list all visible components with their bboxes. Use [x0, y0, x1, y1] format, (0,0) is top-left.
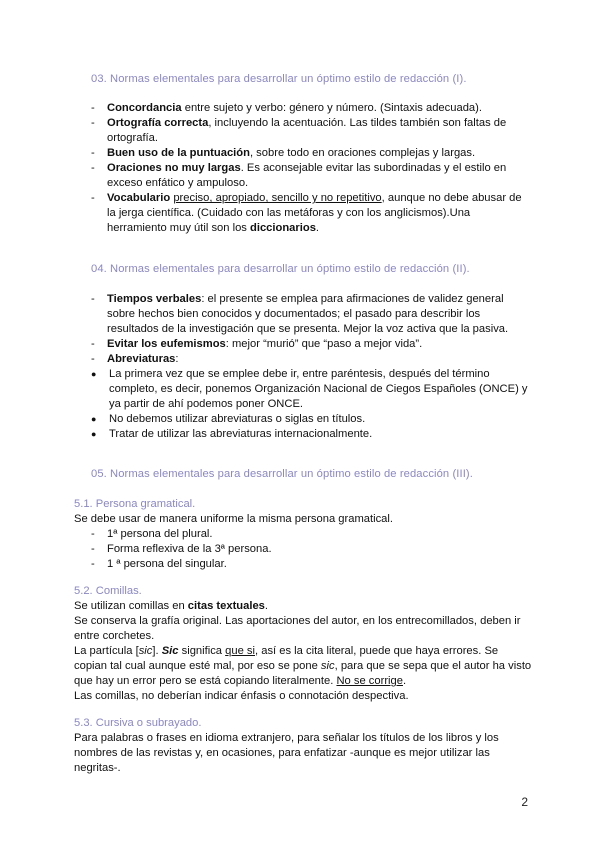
page-number: 2 — [521, 795, 528, 809]
list-item: - Buen uso de la puntuación, sobre todo en oraciones complejas y largas. — [91, 147, 476, 159]
bullet-item: ● La primera vez que se emplee debe ir, entre paréntesis, después del término completo, es decir, ponemos Organización Nacional de Ciegos Españoles (ONCE) y ya partir de ahí podemos poner ONCE. — [91, 368, 528, 410]
paragraph: La partícula [sic]. Sic significa que si, así es la cita literal, puede que haya errores. Se copian tal cual aunque esté mal, por eso se pone sic, para que se sepa que el autor ha visto que hay un error pero se está copiando literalmente. No se corrige. — [74, 645, 532, 687]
subsection-5-1-text: Se debe usar de manera uniforme la misma persona gramatical. — [74, 513, 394, 525]
subsection-5-3-text: Para palabras o frases en idioma extranjero, para señalar los títulos de los libros y los nombres de las revistas y, en ocasiones, para enfatizar -aunque es mejor utilizar las negritas-. — [74, 732, 499, 774]
bullet-item: ● Tratar de utilizar las abreviaturas internacionalmente. — [91, 428, 373, 440]
list-item: - 1ª persona del plural. — [91, 528, 213, 540]
list-item: - Evitar los eufemismos: mejor “murió” que “paso a mejor vida”. — [91, 338, 423, 350]
section-4-list — [91, 292, 531, 442]
list-item: - 1 ª persona del singular. — [91, 558, 227, 570]
list-item: - Oraciones no muy largas. Es aconsejable evitar las subordinadas y el estilo en exceso enfático y ampuloso. — [91, 162, 507, 189]
section-5-heading: 05. Normas elementales para desarrollar un óptimo estilo de redacción (III). — [91, 468, 473, 480]
list-item-vocabulario: - Vocabulario preciso, apropiado, sencillo y no repetitivo, aunque no debe abusar de la jerga científica. (Cuidado con las metáforas y con los anglicismos).Una herramiento muy útil son los diccionarios. — [91, 192, 522, 234]
paragraph: Se conserva la grafía original. Las aportaciones del autor, en los entrecomillados, deben ir entre corchetes. — [74, 615, 521, 642]
subsection-5-2-title: 5.2. Comillas. — [74, 585, 142, 597]
subsection-5-1-title: 5.1. Persona gramatical. — [74, 498, 196, 510]
bullet-item: ● No debemos utilizar abreviaturas o siglas en títulos. — [91, 413, 366, 425]
list-item: - Forma reflexiva de la 3ª persona. — [91, 543, 272, 555]
subsection-5-1-list — [91, 527, 531, 572]
list-item: - Abreviaturas: — [91, 353, 179, 365]
subsection-5-2-body — [74, 599, 534, 704]
paragraph: Se utilizan comillas en citas textuales. — [74, 600, 269, 612]
section-3-heading: 03. Normas elementales para desarrollar un óptimo estilo de redacción (I). — [91, 73, 467, 85]
list-item: - Concordancia entre sujeto y verbo: género y número. (Sintaxis adecuada). — [91, 102, 482, 114]
list-item: - Ortografía correcta, incluyendo la acentuación. Las tildes también son faltas de ortografía. — [91, 117, 507, 144]
paragraph: Las comillas, no deberían indicar énfasis o connotación despectiva. — [74, 690, 409, 702]
section-4-heading: 04. Normas elementales para desarrollar un óptimo estilo de redacción (II). — [91, 263, 470, 275]
list-item: - Tiempos verbales: el presente se emplea para afirmaciones de validez general sobre hechos bien conocidos y documentados; el pasado para describir los resultados de la investigación que se presenta. Mejor la voz activa que la pasiva. — [91, 293, 509, 335]
subsection-5-3-title: 5.3. Cursiva o subrayado. — [74, 717, 202, 729]
section-3-list — [91, 101, 531, 236]
